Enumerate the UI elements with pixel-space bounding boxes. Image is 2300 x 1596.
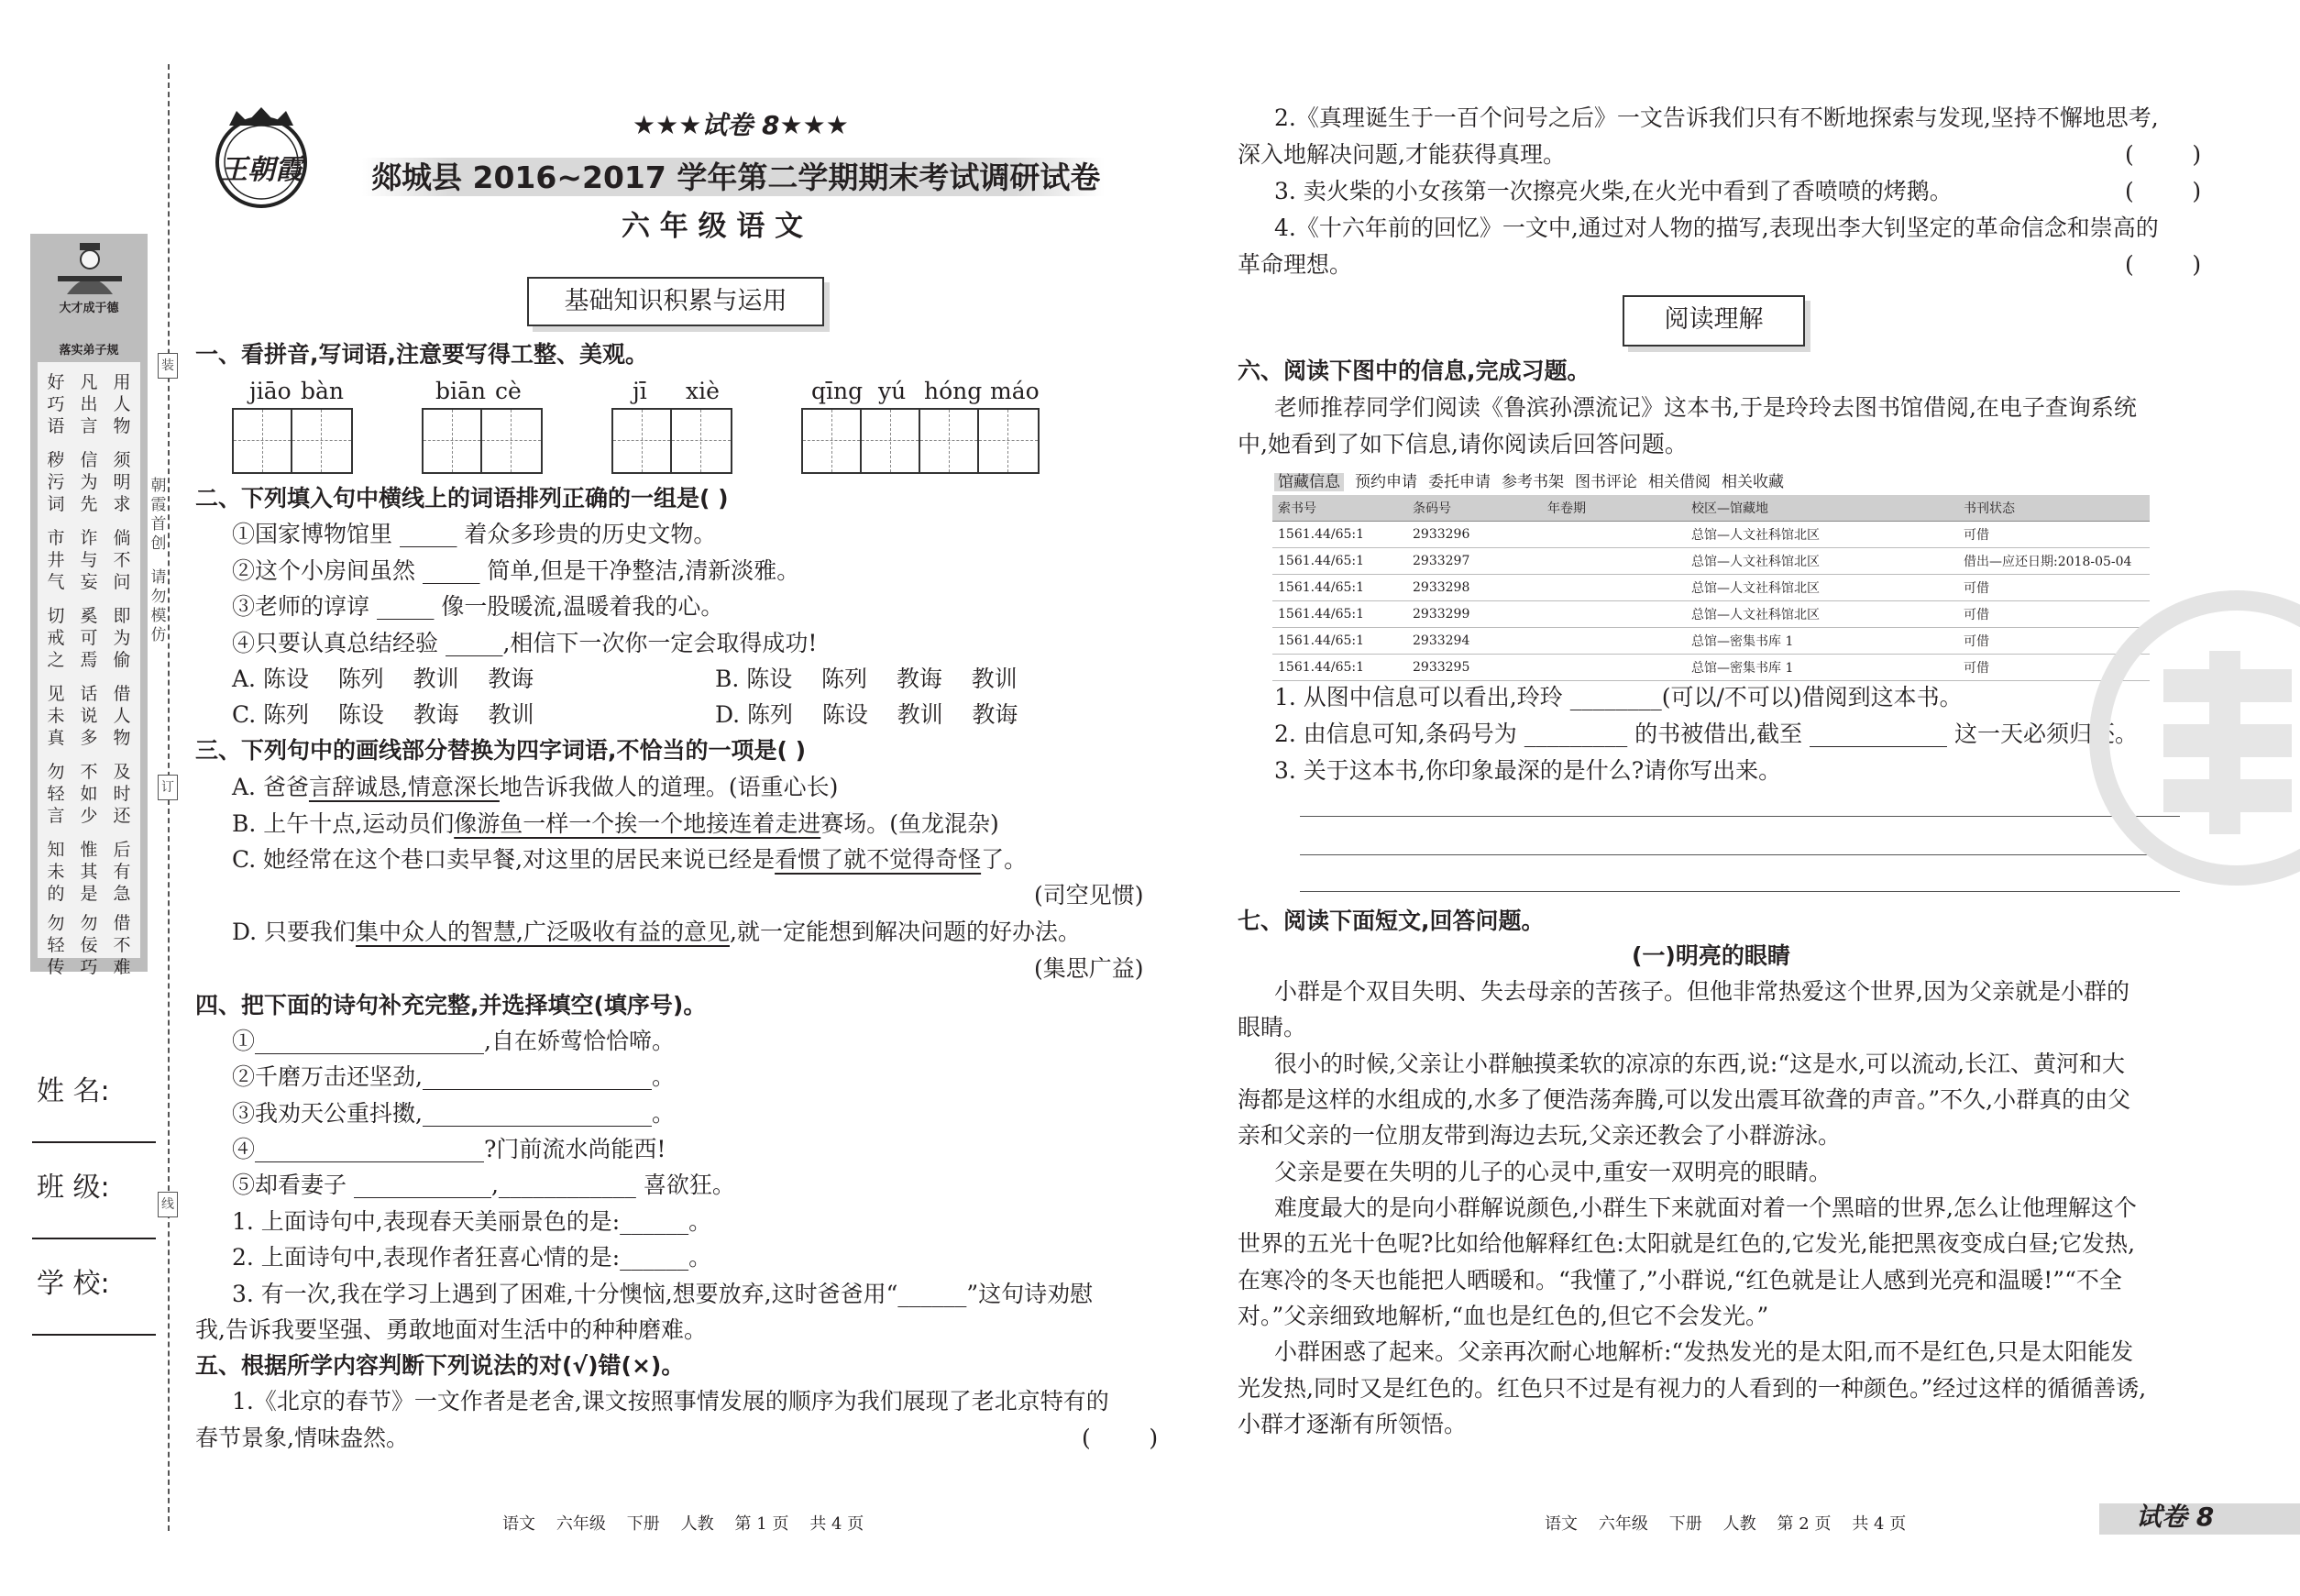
cell: 总馆—人文社科馆北区 xyxy=(1686,575,1958,601)
pinyin: xiè xyxy=(686,378,720,404)
col-status: 书刊状态 xyxy=(1958,495,2150,522)
table-row xyxy=(1272,628,2150,655)
pinyin: jī xyxy=(633,378,647,404)
q6-intro: 老师推荐同学们阅读《鲁滨孙漂流记》这本书,于是玲玲去图书馆借阅,在电子查询系统 xyxy=(1274,394,2137,421)
writing-grid-2[interactable] xyxy=(422,408,543,474)
q3-c-underlined: 看惯了就不觉得奇怪 xyxy=(775,846,982,873)
tab-related-loans[interactable]: 相关借阅 xyxy=(1648,473,1711,491)
writing-grid-3[interactable] xyxy=(611,408,732,474)
q5-heading: 五、根据所学内容判断下列说法的对(√)错(×)。 xyxy=(195,1352,685,1379)
q5-item-1-cont: 春节景象,情味盎然。 xyxy=(195,1425,409,1451)
q3-option-d xyxy=(232,917,1081,948)
motto-col: 勿轻言 xyxy=(47,762,65,826)
pinyin: qīng xyxy=(811,378,864,404)
cell: 1561.44/65:1 xyxy=(1272,601,1407,628)
q3-d-answer: (集思广益) xyxy=(1034,955,1144,982)
cell: 可借 xyxy=(1958,655,2150,681)
answer-line-2[interactable] xyxy=(1300,854,2180,855)
cell: 总馆—人文社科馆北区 xyxy=(1686,548,1958,575)
q5-item-4: 4.《十六年前的回忆》一文中,通过对人物的描写,表现出李大钊坚定的革命信念和崇高的 xyxy=(1274,215,2159,241)
q2-option-a: A. 陈设 陈列 教训 教诲 xyxy=(232,666,534,692)
pinyin: bàn xyxy=(301,378,345,404)
binding-marker-2: 订 xyxy=(158,775,178,800)
q3-a-pre: A. 爸爸 xyxy=(232,774,309,800)
pinyin: yú xyxy=(878,378,907,404)
q3-b-pre: B. 上午十点,运动员们 xyxy=(232,810,455,837)
motto-col: 诈与妄 xyxy=(80,528,98,592)
q4-item: ①____________________,自在娇莺恰恰啼。 xyxy=(232,1028,675,1054)
q3-option-a xyxy=(232,772,838,803)
page-footer-1: 语文 六年级 下册 人教 第 1 页 共 4 页 xyxy=(502,1514,864,1534)
tab-reviews[interactable]: 图书评论 xyxy=(1575,473,1637,491)
passage-para: 小群才逐渐有所领悟。 xyxy=(1238,1411,1468,1437)
q4-item: ⑤却看妻子 ____________,____________ 喜欲狂。 xyxy=(232,1172,735,1198)
q2-option-d: D. 陈列 陈设 教训 教诲 xyxy=(715,701,1018,728)
q5-1-answer-paren[interactable]: ( ) xyxy=(1082,1425,1159,1451)
q1-heading: 一、看拼音,写词语,注意要写得工整、美观。 xyxy=(195,341,648,368)
scholar-illustration xyxy=(49,241,131,298)
passage-para: 小群是个双目失明、失去母亲的苦孩子。但他非常热爱这个世界,因为父亲就是小群的 xyxy=(1274,978,2129,1005)
class-label: 班 级: xyxy=(37,1172,110,1204)
q4-item: ④____________________?门前流水尚能西! xyxy=(232,1136,666,1162)
passage-para: 小群困惑了起来。父亲再次耐心地解析:“发热发光的是太阳,而不是红色,只是太阳能发 xyxy=(1274,1338,2134,1365)
q4-item: ②千磨万击还坚劲,____________________。 xyxy=(232,1063,675,1090)
q4-sub: 1. 上面诗句中,表现春天美丽景色的是:______。 xyxy=(232,1208,712,1235)
q5-item-3: 3. 卖火柴的小女孩第一次擦亮火柴,在火光中看到了香喷喷的烤鹅。 xyxy=(1274,178,1953,204)
class-field[interactable] xyxy=(32,1238,156,1239)
q3-a-post: 地告诉我做人的道理。(语重心长) xyxy=(499,774,839,800)
cell: 2933297 xyxy=(1407,548,1542,575)
tab-related-favorites[interactable]: 相关收藏 xyxy=(1722,473,1784,491)
q4-sub: 3. 有一次,我在学习上遇到了困难,十分懊恼,想要放弃,这时爸爸用“______”这句诗劝慰 xyxy=(232,1281,1094,1307)
q3-b-post: 赛场。(鱼龙混杂) xyxy=(820,810,999,837)
motto-col: 倘不问 xyxy=(113,528,131,592)
passage-para: 很小的时候,父亲让小群触摸柔软的凉凉的东西,说:“这是水,可以流动,长江、黄河和大 xyxy=(1274,1051,2125,1077)
col-location: 校区—馆藏地 xyxy=(1686,495,1958,522)
col-barcode: 条码号 xyxy=(1407,495,1542,522)
q6-sub-3: 3. 关于这本书,你印象最深的是什么?请你写出来。 xyxy=(1274,757,1782,784)
name-label: 姓 名: xyxy=(37,1075,110,1107)
pinyin: jiāo xyxy=(249,378,292,404)
cell: 2933298 xyxy=(1407,575,1542,601)
q3-c-pre: C. 她经常在这个巷口卖早餐,对这里的居民来说已经是 xyxy=(232,846,776,873)
motto-col: 不如少 xyxy=(80,762,98,826)
q4-heading: 四、把下面的诗句补充完整,并选择填空(填序号)。 xyxy=(195,992,707,1018)
cell: 总馆—密集书库 1 xyxy=(1686,655,1958,681)
q4-sub: 2. 上面诗句中,表现作者狂喜心情的是:______。 xyxy=(232,1244,712,1271)
q7-heading: 七、阅读下面短文,回答问题。 xyxy=(1238,908,1545,934)
q5-item-4-cont: 革命理想。 xyxy=(1238,251,1353,278)
tab-shelf[interactable]: 参考书架 xyxy=(1502,473,1564,491)
school-field[interactable] xyxy=(32,1334,156,1336)
passage-para: 父亲是要在失明的儿子的心灵中,重安一双明亮的眼睛。 xyxy=(1274,1159,1832,1185)
q6-intro-cont: 中,她看到了如下信息,请你阅读后回答问题。 xyxy=(1238,431,1688,457)
q2-option-b: B. 陈设 陈列 教诲 教训 xyxy=(715,666,1018,692)
motto-col: 知未的 xyxy=(47,840,65,904)
motto-col: 奚可焉 xyxy=(80,606,98,670)
tab-holdings[interactable]: 馆藏信息 xyxy=(1274,473,1344,491)
passage-para: 在寒冷的冬天也能把人晒暖和。“我懂了,”小群说,“红色就是让人感到光亮和温暖!”“不全 xyxy=(1238,1267,2122,1293)
passage-para: 世界的五光十色呢?比如给他解释红色:太阳就是红色的,它发光,能把黑夜变成白昼;它发热, xyxy=(1238,1230,2136,1257)
tab-request[interactable]: 委托申请 xyxy=(1428,473,1491,491)
exam-title: 郯城县 2016~2017 学年第二学期期末考试调研试卷 xyxy=(371,160,1101,195)
motto-col: 勿轻传 xyxy=(47,913,65,977)
q6-sub-1: 1. 从图中信息可以看出,玲玲 ________(可以/不可以)借阅到这本书。 xyxy=(1274,684,1963,710)
cell: 2933299 xyxy=(1407,601,1542,628)
cell xyxy=(1542,575,1686,601)
q3-heading: 三、下列句中的画线部分替换为四字词语,不恰当的一项是( ) xyxy=(195,737,807,764)
passage-para: 海都是这样的水组成的,水多了便浩荡奔腾,可以发出震耳欲聋的声音。”不久,小群真的由父 xyxy=(1238,1086,2131,1113)
test-number: ★★★试卷 8★★★ xyxy=(633,110,849,140)
passage-title: (一)明亮的眼睛 xyxy=(1632,942,1790,969)
binding-marker-3: 线 xyxy=(158,1192,178,1217)
passage-para: 光发热,同时又是红色的。红色只不过是有视力的人看到的一种颜色。”经过这样的循循善诱, xyxy=(1238,1375,2147,1402)
pinyin: hóng xyxy=(924,378,983,404)
q5-3-answer-paren[interactable]: ( ) xyxy=(2125,178,2202,204)
table-row xyxy=(1272,655,2150,681)
q3-b-underlined: 像游鱼一样一个挨一个地接连着走进 xyxy=(454,810,821,837)
q3-c-answer: (司空见惯) xyxy=(1034,882,1144,908)
motto-col: 好巧语 xyxy=(47,372,65,436)
cell: 1561.44/65:1 xyxy=(1272,522,1407,548)
cell: 总馆—人文社科馆北区 xyxy=(1686,522,1958,548)
q3-option-c xyxy=(232,844,1027,875)
q4-item: ③我劝天公重抖擞,____________________。 xyxy=(232,1100,675,1127)
cell: 1561.44/65:1 xyxy=(1272,548,1407,575)
library-tabs xyxy=(1274,470,2150,494)
q5-item-2-cont: 深入地解决问题,才能获得真理。 xyxy=(1238,141,1566,168)
passage-para: 对。”父亲细致地解析,“血也是红色的,但它不会发光。” xyxy=(1238,1303,1769,1329)
note-no-copy: 请勿模仿 xyxy=(150,568,167,644)
q6-sub-2: 2. 由信息可知,条码号为 _________ 的书被借出,截至 ____________ 这一天必须归还。 xyxy=(1274,721,2138,747)
motto-col: 即为偷 xyxy=(113,606,131,670)
motto-columns xyxy=(38,362,140,977)
cell: 2933295 xyxy=(1407,655,1542,681)
motto-col: 切戒之 xyxy=(47,606,65,670)
cell: 可借 xyxy=(1958,601,2150,628)
q4-sub: 我,告诉我要坚强、勇敢地面对生活中的种种磨难。 xyxy=(195,1316,707,1343)
table-row xyxy=(1272,522,2150,548)
motto-col: 凡出言 xyxy=(80,372,98,436)
exam-subject: 六 年 级 语 文 xyxy=(622,210,804,243)
motto-col: 及时还 xyxy=(113,762,131,826)
passage-para: 眼睛。 xyxy=(1238,1014,1307,1040)
passage-para: 亲和父亲的一位朋友带到海边去玩,父亲还教会了小群游泳。 xyxy=(1238,1122,1841,1149)
tab-reserve[interactable]: 预约申请 xyxy=(1355,473,1417,491)
cell: 2933294 xyxy=(1407,628,1542,655)
motto-col: 借人物 xyxy=(113,684,131,748)
cell xyxy=(1542,522,1686,548)
table-row xyxy=(1272,548,2150,575)
motto-col: 秽污词 xyxy=(47,450,65,514)
watermark-seal xyxy=(2063,587,2300,889)
q5-4-answer-paren[interactable]: ( ) xyxy=(2125,251,2202,278)
motto-col: 话说多 xyxy=(80,684,98,748)
section-reading: 阅读理解 xyxy=(1623,295,1805,347)
q5-item-2: 2.《真理诞生于一百个问号之后》一文告诉我们只有不断地探索与发现,坚持不懈地思考, xyxy=(1274,105,2159,131)
motto-col: 须明求 xyxy=(113,450,131,514)
cell xyxy=(1542,628,1686,655)
q2-option-c: C. 陈列 陈设 教诲 教训 xyxy=(232,701,534,728)
q5-2-answer-paren[interactable]: ( ) xyxy=(2125,141,2202,168)
writing-grid-1[interactable] xyxy=(232,408,353,474)
col-volume: 年卷期 xyxy=(1542,495,1686,522)
cell: 借出—应还日期:2018-05-04 xyxy=(1958,548,2150,575)
school-label: 学 校: xyxy=(37,1268,110,1300)
page-footer-2: 语文 六年级 下册 人教 第 2 页 共 4 页 xyxy=(1545,1514,1907,1534)
brand-logo-text: 王朝霞 xyxy=(220,154,303,186)
passage-para: 难度最大的是向小群解说颜色,小群生下来就面对着一个黑暗的世界,怎么让他理解这个 xyxy=(1274,1194,2137,1221)
motto-col: 见未真 xyxy=(47,684,65,748)
note-original: 朝霞首创 xyxy=(150,477,167,553)
q3-d-underlined: 集中众人的智慧,广泛吸收有益的意见 xyxy=(356,919,730,945)
pinyin: máo xyxy=(990,378,1040,404)
cell: 总馆—密集书库 1 xyxy=(1686,628,1958,655)
section-basic-knowledge: 基础知识积累与运用 xyxy=(527,277,824,326)
q2-heading: 二、下列填入句中横线上的词语排列正确的一组是( ) xyxy=(195,485,729,512)
q2-item: ②这个小房间虽然 _____ 简单,但是干净整洁,清新淡雅。 xyxy=(232,557,800,584)
cell: 可借 xyxy=(1958,628,2150,655)
motto-col: 信为先 xyxy=(80,450,98,514)
q2-item: ①国家博物馆里 _____ 着众多珍贵的历史文物。 xyxy=(232,521,717,547)
motto-strip xyxy=(30,234,148,977)
q6-heading: 六、阅读下图中的信息,完成习题。 xyxy=(1238,358,1590,384)
cell: 1561.44/65:1 xyxy=(1272,655,1407,681)
q3-option-b xyxy=(232,809,999,840)
q3-d-pre: D. 只要我们 xyxy=(232,919,357,945)
cell xyxy=(1542,601,1686,628)
pinyin: biān xyxy=(435,378,487,404)
q3-a-underlined: 言辞诚恳,情意深长 xyxy=(308,774,500,800)
cell xyxy=(1542,548,1686,575)
cell: 总馆—人文社科馆北区 xyxy=(1686,601,1958,628)
cell: 可借 xyxy=(1958,575,2150,601)
motto-col: 用人物 xyxy=(113,372,131,436)
library-holdings-table xyxy=(1272,495,2150,681)
motto-col: 勿佞巧 xyxy=(80,913,98,977)
motto-col: 惟其是 xyxy=(80,840,98,904)
q3-d-post: ,就一定能想到解决问题的好办法。 xyxy=(730,919,1081,945)
q2-item: ③老师的谆谆 _____ 像一股暖流,温暖着我的心。 xyxy=(232,593,724,620)
q5-item-1: 1.《北京的春节》一文作者是老舍,课文按照事情发展的顺序为我们展现了老北京特有的 xyxy=(232,1388,1109,1414)
table-row xyxy=(1272,575,2150,601)
table-row xyxy=(1272,601,2150,628)
motto-1: 大才成于德 xyxy=(59,302,119,315)
motto-col: 借不难 xyxy=(113,913,131,977)
answer-line-3[interactable] xyxy=(1300,891,2180,892)
answer-line-1[interactable] xyxy=(1300,816,2180,817)
motto-col: 后有急 xyxy=(113,840,131,904)
binding-marker-1: 装 xyxy=(158,353,178,379)
writing-grid-4[interactable] xyxy=(801,408,1040,474)
cell: 1561.44/65:1 xyxy=(1272,575,1407,601)
table-header-row xyxy=(1272,495,2150,522)
cell xyxy=(1542,655,1686,681)
motto-2: 落实弟子规 xyxy=(59,344,119,358)
corner-test-label: 试卷 8 xyxy=(2136,1502,2215,1532)
motto-col: 市井气 xyxy=(47,528,65,592)
pinyin: cè xyxy=(495,378,522,404)
name-field[interactable] xyxy=(32,1141,156,1143)
q2-item: ④只要认真总结经验 _____,相信下一次你一定会取得成功! xyxy=(232,630,818,656)
col-call-number: 索书号 xyxy=(1272,495,1407,522)
q3-c-post: 了。 xyxy=(981,846,1028,873)
cell: 可借 xyxy=(1958,522,2150,548)
cell: 2933296 xyxy=(1407,522,1542,548)
cell: 1561.44/65:1 xyxy=(1272,628,1407,655)
